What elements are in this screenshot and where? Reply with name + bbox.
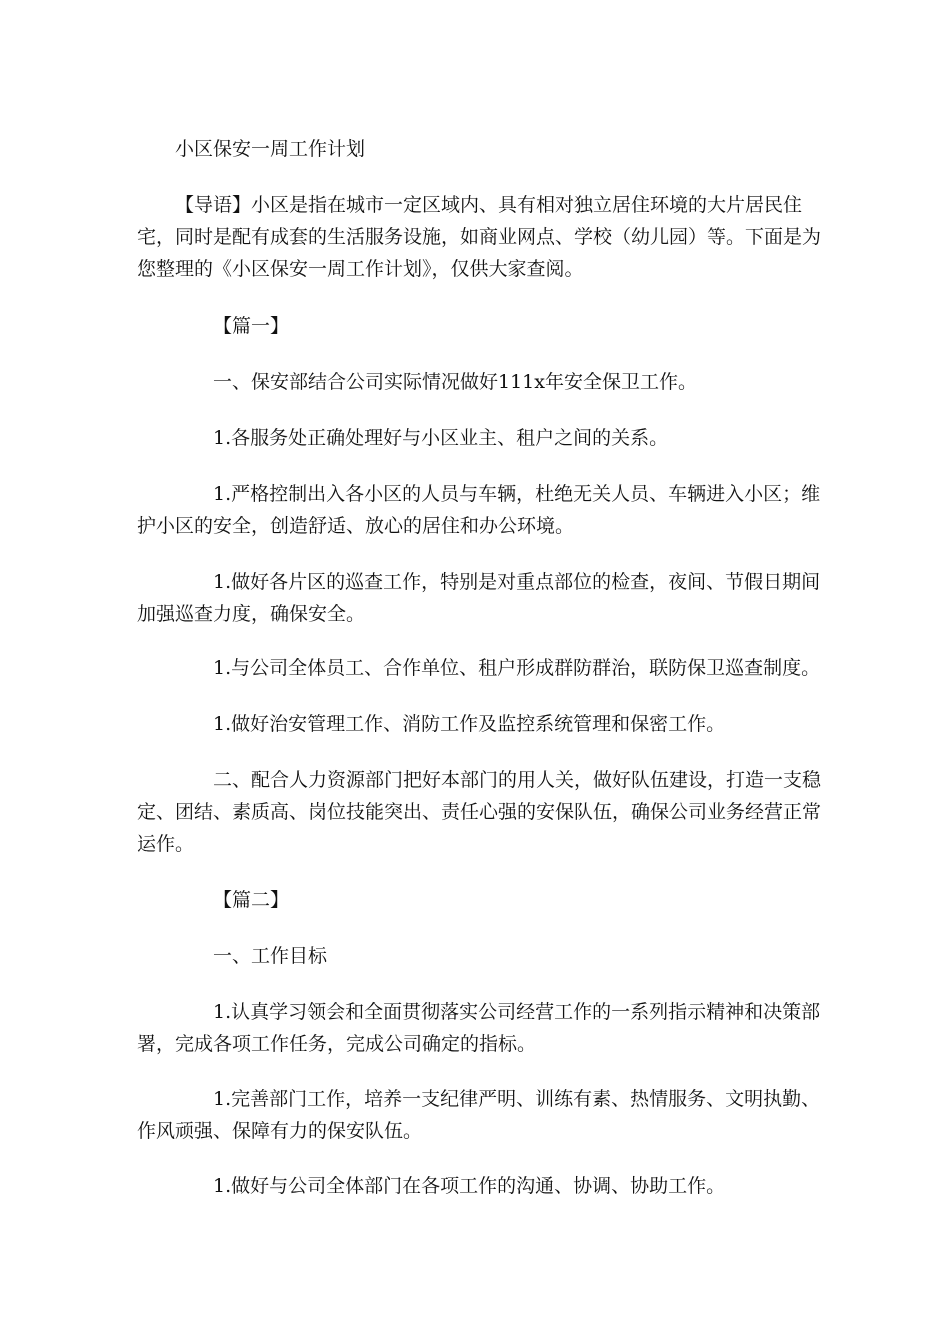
section1-paragraph-1: 一、保安部结合公司实际情况做好111x年安全保卫工作。 bbox=[213, 371, 697, 393]
section1-paragraph-7: 二、配合人力资源部门把好本部门的用人关，做好队伍建设，打造一支稳定、团结、素质高、岗位技能突出、责任心强的安保队伍，确保公司业务经营正常运作。 bbox=[137, 769, 822, 855]
section2-paragraph-1: 一、工作目标 bbox=[213, 945, 328, 967]
section1-paragraph-4: 1.做好各片区的巡查工作，特别是对重点部位的检查，夜间、节假日期间加强巡查力度，确保安全。 bbox=[137, 571, 821, 625]
section2-paragraph-2: 1.认真学习领会和全面贯彻落实公司经营工作的一系列指示精神和决策部署，完成各项工作任务，完成公司确定的指标。 bbox=[137, 1001, 821, 1055]
section1-paragraph-3: 1.严格控制出入各小区的人员与车辆，杜绝无关人员、车辆进入小区；维护小区的安全，创造舒适、放心的居住和办公环境。 bbox=[137, 483, 821, 537]
intro-paragraph: 【导语】小区是指在城市一定区域内、具有相对独立居住环境的大片居民住宅，同时是配有成套的生活服务设施，如商业网点、学校（幼儿园）等。下面是为您整理的《小区保安一周工作计划》，仅供大家查阅。 bbox=[137, 194, 822, 280]
document-title: 小区保安一周工作计划 bbox=[175, 138, 366, 160]
section2-paragraph-4: 1.做好与公司全体部门在各项工作的沟通、协调、协助工作。 bbox=[213, 1175, 726, 1197]
section1-paragraph-2: 1.各服务处正确处理好与小区业主、租户之间的关系。 bbox=[213, 427, 669, 449]
section1-paragraph-5: 1.与公司全体员工、合作单位、租户形成群防群治，联防保卫巡查制度。 bbox=[213, 657, 821, 679]
section2-paragraph-3: 1.完善部门工作，培养一支纪律严明、训练有素、热情服务、文明执勤、作风顽强、保障有力的保安队伍。 bbox=[137, 1088, 821, 1142]
section2-heading: 【篇二】 bbox=[213, 889, 290, 911]
section1-paragraph-6: 1.做好治安管理工作、消防工作及监控系统管理和保密工作。 bbox=[213, 713, 726, 735]
section1-heading: 【篇一】 bbox=[213, 315, 290, 337]
